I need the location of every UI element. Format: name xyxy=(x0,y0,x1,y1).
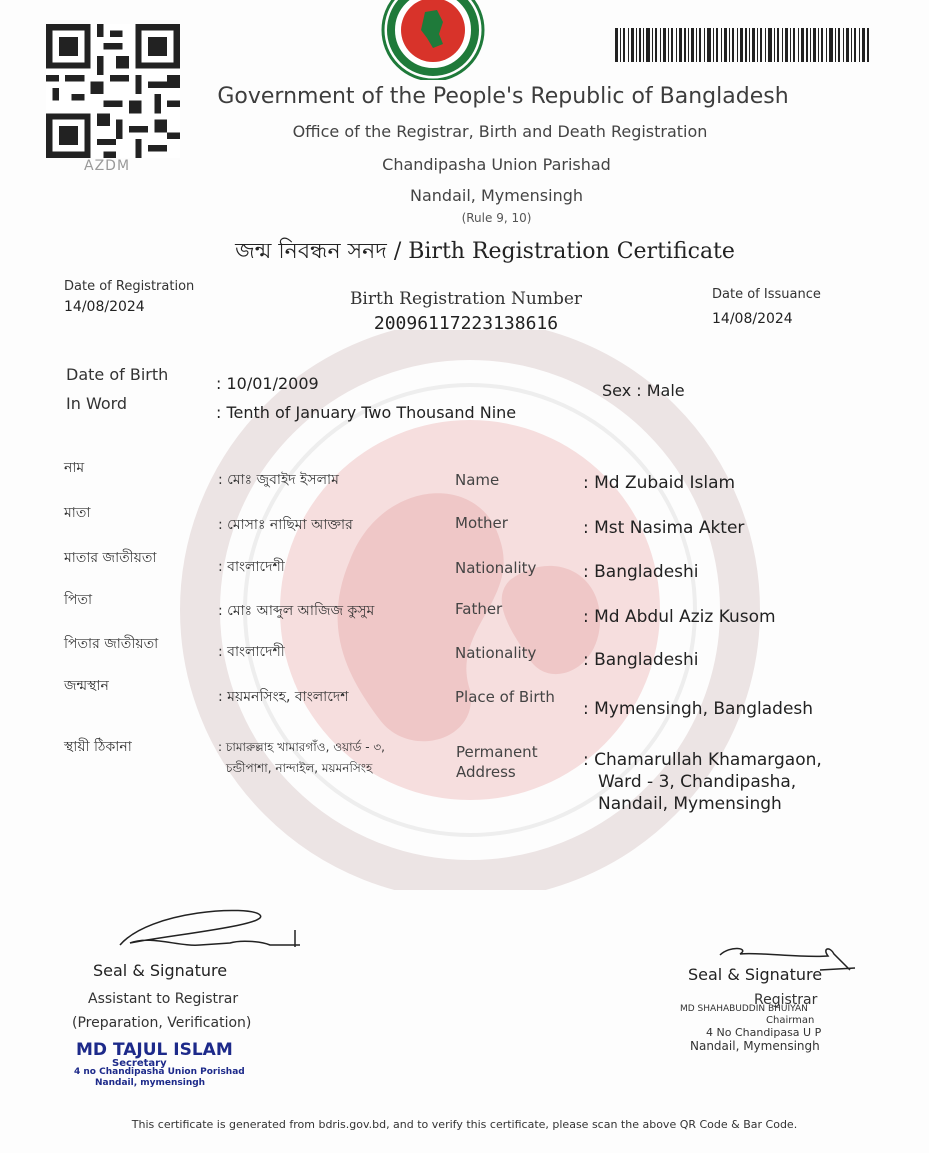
en-value: : Md Abdul Aziz Kusom xyxy=(583,607,776,627)
left-stamp-org: 4 no Chandipasha Union Porishad xyxy=(74,1067,245,1077)
left-role: Assistant to Registrar xyxy=(88,991,239,1007)
right-stamp-org: 4 No Chandipasa U P xyxy=(706,1026,822,1039)
en-value-line3: Nandail, Mymensingh xyxy=(598,794,782,814)
en-value-line2: Ward - 3, Chandipasha, xyxy=(598,772,797,792)
bn-label: নাম xyxy=(64,460,85,476)
en-value: : Mymensingh, Bangladesh xyxy=(583,699,814,719)
en-value: : Mst Nasima Akter xyxy=(583,518,745,538)
en-value: : Bangladeshi xyxy=(583,650,699,670)
bn-value: : বাংলাদেশী xyxy=(218,644,285,660)
bn-label: পিতা xyxy=(64,592,93,608)
rule-reference: (Rule 9, 10) xyxy=(461,211,532,225)
right-stamp-title: Chairman xyxy=(766,1015,815,1026)
bn-value: : বাংলাদেশী xyxy=(218,559,285,575)
certificate-title: জন্ম নিবন্ধন সনদ / Birth Registration Certificate xyxy=(235,239,735,264)
left-signature-icon xyxy=(110,905,310,965)
left-stamp-place: Nandail, mymensingh xyxy=(95,1078,206,1088)
bn-label: মাতা xyxy=(64,505,91,521)
right-seal-label: Seal & Signature xyxy=(688,965,823,984)
left-stamp-title: Secretary xyxy=(112,1058,167,1069)
brn-label: Birth Registration Number xyxy=(349,289,583,309)
en-label: Nationality xyxy=(455,559,537,577)
left-seal-label: Seal & Signature xyxy=(93,961,228,980)
bangladesh-emblem-icon xyxy=(377,0,489,80)
dob-label: Date of Birth xyxy=(66,365,169,384)
bn-value-line1: : চামারুল্লাহ খামারগাঁও, ওয়ার্ড - ৩, xyxy=(218,740,385,754)
en-label: Name xyxy=(455,471,500,489)
right-stamp-place: Nandail, Mymensingh xyxy=(690,1039,820,1053)
bn-value: : ময়মনসিংহ, বাংলাদেশ xyxy=(218,689,349,705)
office-name: Office of the Registrar, Birth and Death Registration xyxy=(292,122,708,141)
left-role-detail: (Preparation, Verification) xyxy=(72,1015,252,1031)
right-stamp-name: MD SHAHABUDDIN BHUIYAN xyxy=(680,1004,808,1014)
date-of-issuance-value: 14/08/2024 xyxy=(712,311,793,327)
bn-value: : মোঃ জুবাইদ ইসলাম xyxy=(218,472,339,488)
bn-label: জন্মস্থান xyxy=(64,678,109,694)
bn-label: স্থায়ী ঠিকানা xyxy=(64,739,132,755)
date-of-registration-label: Date of Registration xyxy=(64,279,195,294)
barcode xyxy=(615,28,869,62)
date-of-registration-value: 14/08/2024 xyxy=(64,299,145,315)
en-label-line2: Address xyxy=(456,763,516,781)
right-role: Registrar xyxy=(754,992,818,1008)
en-label: Place of Birth xyxy=(455,688,555,706)
bn-value: : মোসাঃ নাছিমা আক্তার xyxy=(218,517,353,533)
bn-value: : মোঃ আব্দুল আজিজ কুসুম xyxy=(218,603,375,619)
bn-label: পিতার জাতীয়তা xyxy=(64,636,159,652)
verification-footer: This certificate is generated from bdris.gov.bd, and to verify this certificate, please scan the above QR Code & Bar Code. xyxy=(131,1118,798,1131)
en-value: : Bangladeshi xyxy=(583,562,699,582)
in-word-label: In Word xyxy=(66,394,128,413)
brn-value: 20096117223138616 xyxy=(373,313,559,334)
en-value: : Md Zubaid Islam xyxy=(583,473,736,493)
en-label: Father xyxy=(455,600,503,618)
en-label-line1: Permanent xyxy=(456,743,538,761)
in-word-value: : Tenth of January Two Thousand Nine xyxy=(216,403,517,422)
bn-label: মাতার জাতীয়তা xyxy=(64,550,157,566)
bn-value-line2: চন্ডীপাশা, নান্দাইল, ময়মনসিংহ xyxy=(226,761,373,775)
sex-value: Sex : Male xyxy=(602,381,685,400)
en-value-line1: : Chamarullah Khamargaon, xyxy=(583,750,822,770)
district-name: Nandail, Mymensingh xyxy=(410,186,583,205)
en-label: Mother xyxy=(455,514,508,532)
government-title: Government of the People's Republic of Bangladesh xyxy=(217,84,789,109)
dob-value: : 10/01/2009 xyxy=(216,374,319,393)
en-label: Nationality xyxy=(455,644,537,662)
left-stamp-name: MD TAJUL ISLAM xyxy=(76,1040,233,1060)
union-name: Chandipasha Union Parishad xyxy=(382,155,611,174)
date-of-issuance-label: Date of Issuance xyxy=(712,287,821,302)
qr-code-label: AZDM xyxy=(84,158,131,174)
